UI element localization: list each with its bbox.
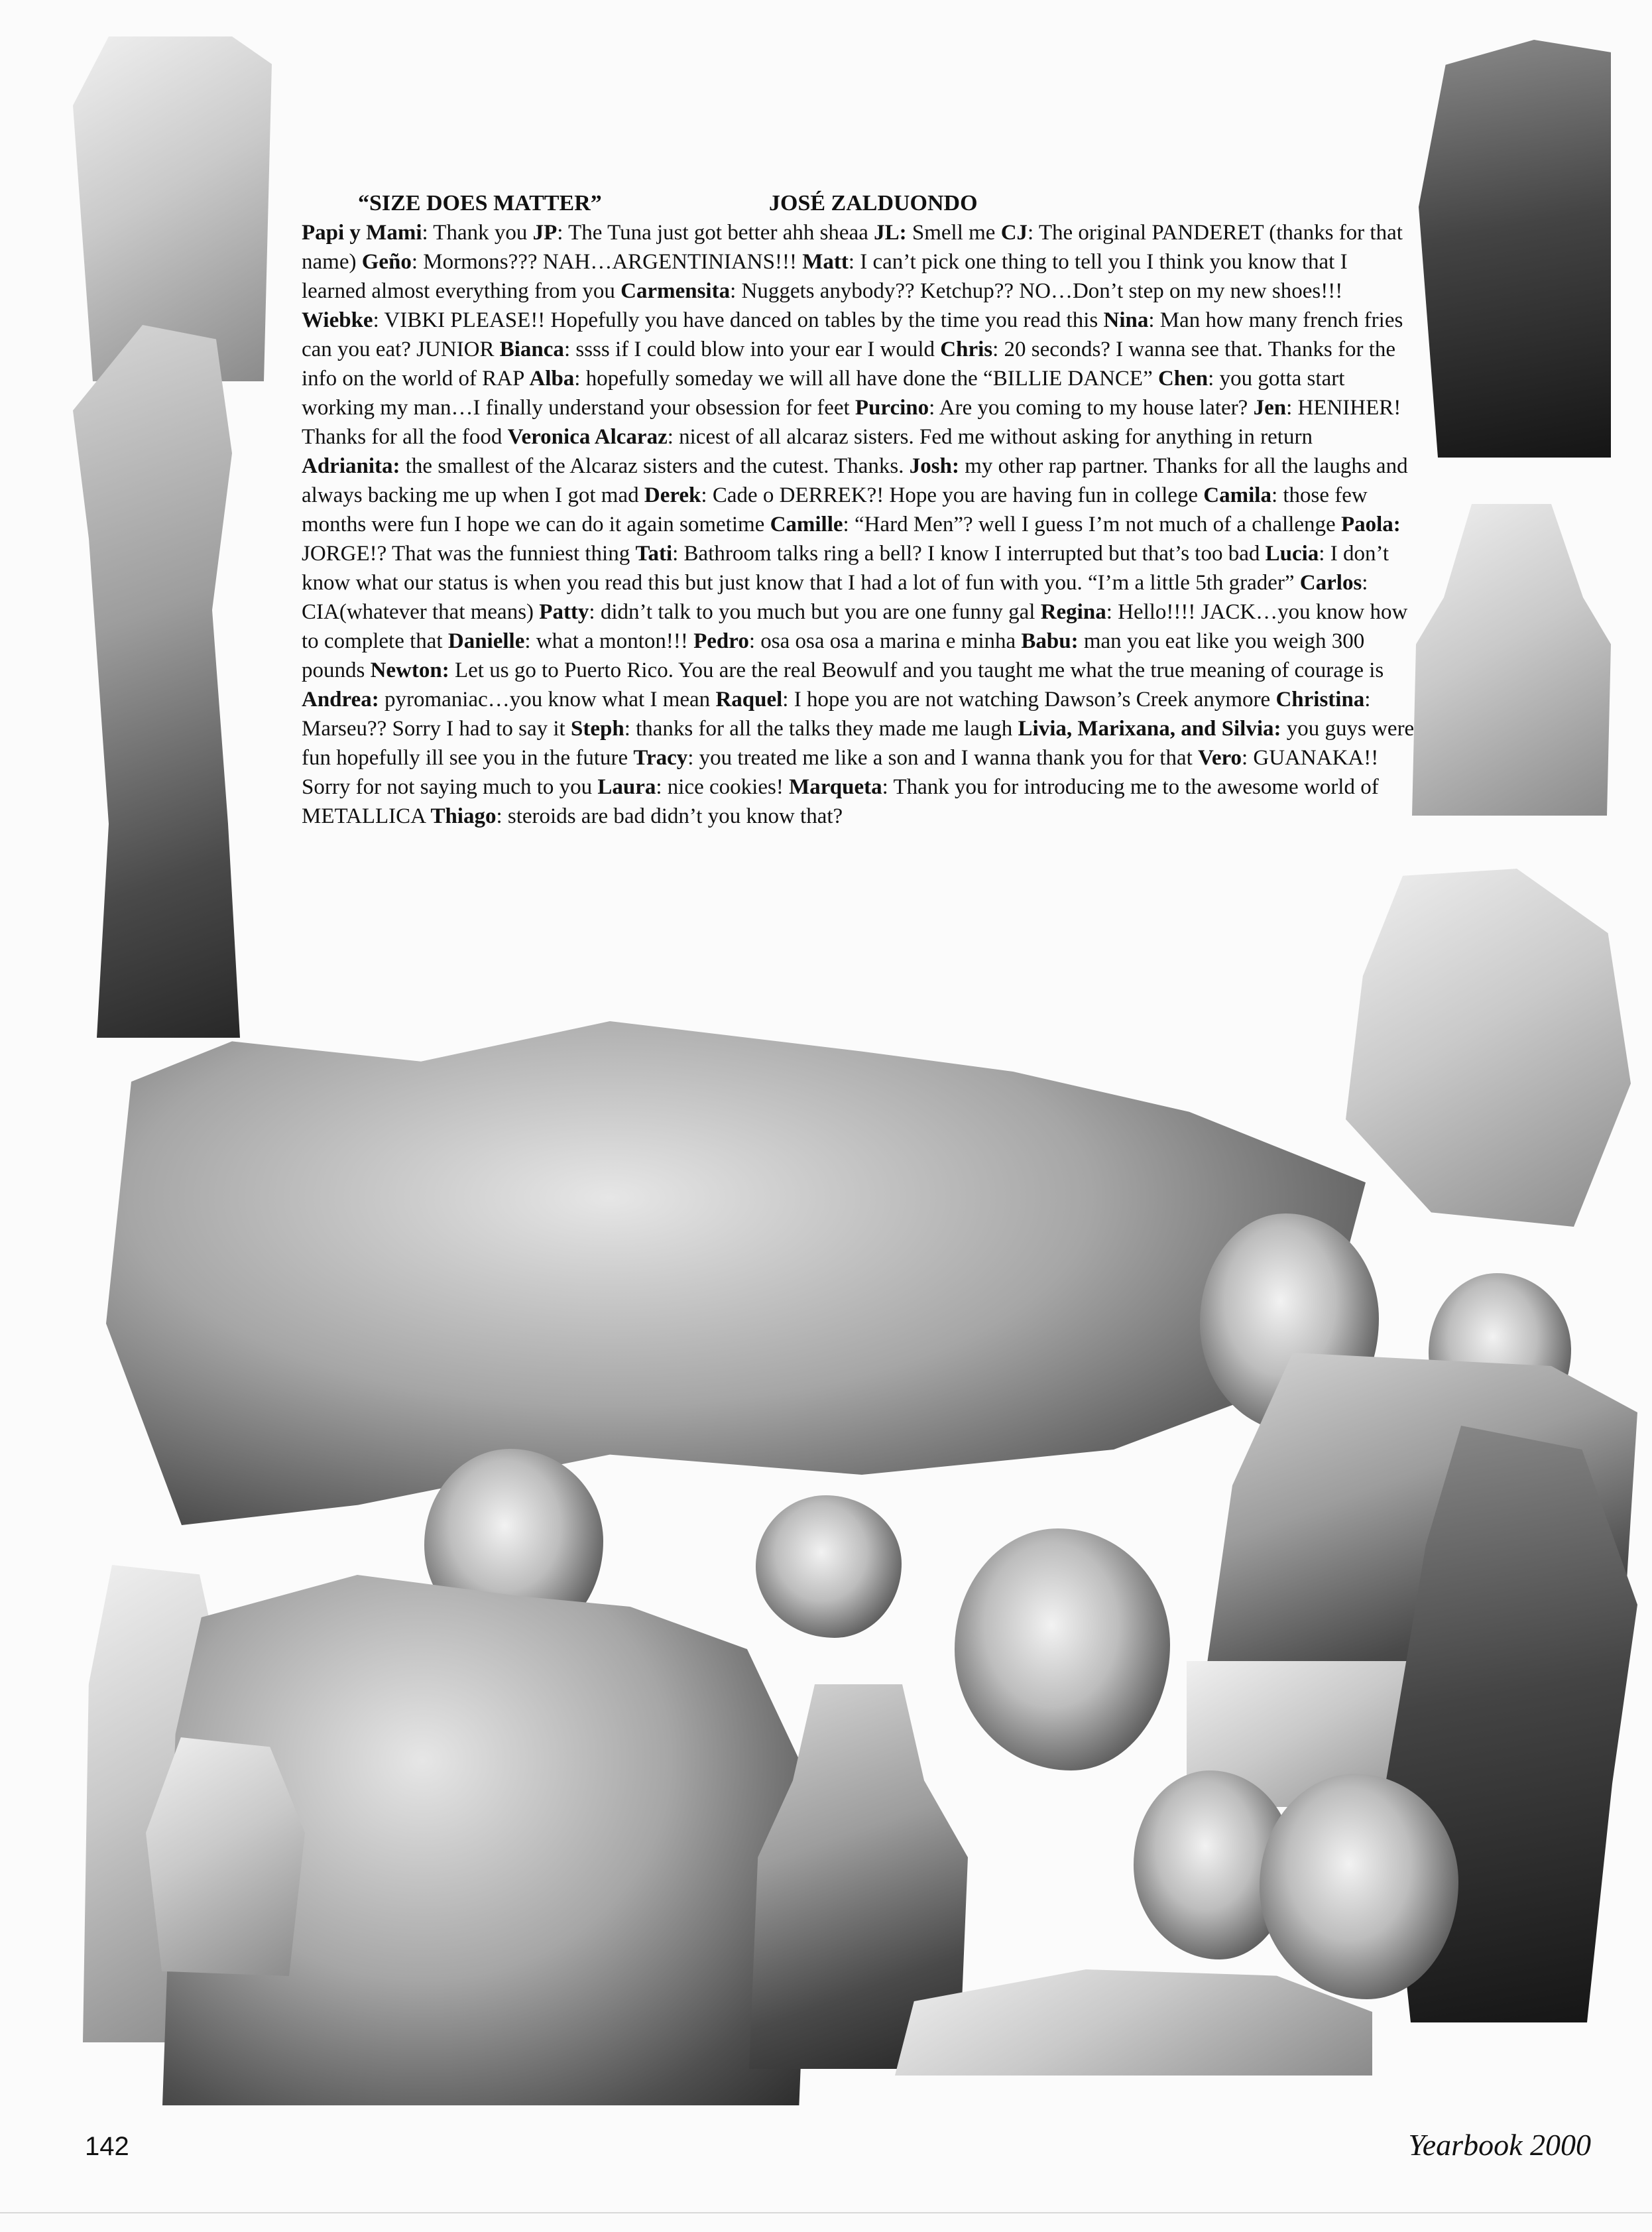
shoutout-name: Andrea: [302,688,379,712]
shoutout-name: Wiebke [302,308,373,332]
shoutout-name: Papi y Mami [302,221,422,245]
shoutout-message: : nice cookies! [656,775,790,799]
shoutout-message: : I can’t pick one thing to tell you I think you know that I learned almost everything from you [302,250,1348,303]
shoutout-name: Danielle [447,629,525,653]
shoutout-name: Carmensita [620,279,731,303]
shoutout-name: Paola: [1340,513,1401,536]
shoutout-name: Camille [770,513,843,536]
photo-boy-grinning-face [1260,1774,1458,1999]
shoutout-message: : Hello!!!! JACK…you know how to complete that [302,600,1408,653]
shoutout-message: : Man how many french fries can you eat? JUNIOR [302,308,1403,361]
shoutout-message: : steroids are bad didn’t you know that? [496,804,843,828]
photo-two-girls-formal-top-left [73,36,272,381]
shoutout-message: : what a monton!!! [524,629,694,653]
shoutout-name: Thiago [430,804,497,828]
shoutout-message: Let us go to Puerto Rico. You are the real Beowulf and you taught me what the true meaning of courage is [449,658,1384,682]
shoutout-message: : you gotta start working my man…I finally understand your obsession for feet [302,367,1345,420]
shoutout-message: : GUANAKA!! Sorry for not saying much to you [302,746,1379,799]
shoutout-message: : VIBKI PLEASE!! Hopefully you have danced on tables by the time you read this [373,308,1104,332]
shoutout-message: : I hope you are not watching Dawson’s Creek anymore [782,688,1276,712]
shoutout-message: : The Tuna just got better ahh sheaa [557,221,874,245]
shoutout-message: JORGE!? That was the funniest thing [302,542,636,566]
shoutout-name: Bianca [499,338,564,361]
dedication-heading [302,189,1415,218]
shoutout-name: Laura [597,775,656,799]
shoutout-name: Veronica Alcaraz [507,425,668,449]
shoutout-name: Tati [635,542,673,566]
shoutout-message: : didn’t talk to you much but you are one funny gal [589,600,1041,624]
dedication-text [302,189,1415,831]
shoutout-name: Derek [644,483,701,507]
page-number: 142 [85,2132,129,2161]
shoutout-name: Jen [1253,396,1287,420]
shoutout-message: : 20 seconds? I wanna see that. Thanks for the info on the world of RAP [302,338,1396,391]
photo-boy-back-of-head [756,1495,902,1638]
shoutout-message: : CIA(whatever that means) [302,571,1368,624]
shoutout-message: the smallest of the Alcaraz sisters and the cutest. Thanks. [400,454,910,478]
shoutout-name: Carlos [1299,571,1362,595]
shoutout-message: : Are you coming to my house later? [929,396,1254,420]
shoutout-name: Camila [1203,483,1271,507]
shoutout-message: : thanks for all the talks they made me laugh [624,717,1018,741]
yearbook-title: Yearbook 2000 [1408,2128,1591,2162]
bottom-divider [0,2212,1652,2213]
shoutout-message: : “Hard Men”? well I guess I’m not much of a challenge [843,513,1341,536]
shoutout-name: Patty [539,600,589,624]
photo-boy-serious-face [955,1528,1170,1770]
shoutout-name: Christina [1275,688,1365,712]
shoutout-message: : hopefully someday we will all have done the “BILLIE DANCE” [574,367,1158,391]
photo-large-group-friends [106,1021,1366,1525]
shoutout-name: Matt [802,250,849,274]
shoutout-message: : Marseu?? Sorry I had to say it [302,688,1371,741]
photo-two-girls-top-right [1419,40,1611,458]
shoutout-name: Nina [1103,308,1149,332]
shoutout-name: Raquel [715,688,783,712]
shoutout-message: : The original PANDERET (thanks for that name) [302,221,1403,274]
shoutout-name: Newton: [370,658,449,682]
shoutout-name: Livia, Marixana, and Silvia: [1018,717,1281,741]
shoutout-message: : osa osa osa a marina e minha [748,629,1022,653]
shoutout-name: JL: [874,221,907,245]
shoutout-message: : HENIHER! Thanks for all the food [302,396,1401,449]
shoutout-name: Babu: [1021,629,1079,653]
shoutout-message: you guys were fun hopefully ill see you in the future [302,717,1415,770]
shoutout-name: Chen [1157,367,1209,391]
shoutout-name: Alba [529,367,575,391]
shoutout-message: : Cade o DERREK?! Hope you are having fun in college [701,483,1204,507]
shoutout-message: : Thank you for introducing me to the awesome world of METALLICA [302,775,1379,828]
shoutout-message: : Bathroom talks ring a bell? I know I interrupted but that’s too bad [672,542,1266,566]
shoutout-message: : I don’t know what our status is when you read this but just know that I had a lot of fun with you. “I’m a little 5th grader” [302,542,1389,595]
shoutout-message: : Nuggets anybody?? Ketchup?? NO…Don’t step on my new shoes!!! [730,279,1343,303]
shoutout-message: pyromaniac…you know what I mean [379,688,716,712]
shoutout-message: my other rap partner. Thanks for all the laughs and always backing me up when I got mad [302,454,1408,507]
shoutout-message: man you eat like you weigh 300 pounds [302,629,1365,682]
shoutout-message: : nicest of all alcaraz sisters. Fed me without asking for anything in return [667,425,1313,449]
shoutout-message: : Mormons??? NAH…ARGENTINIANS!!! [411,250,803,274]
shoutout-message: : those few months were fun I hope we can do it again sometime [302,483,1368,536]
shoutout-name: Regina [1040,600,1106,624]
shoutout-name: Geño [361,250,412,274]
shoutouts-paragraph [302,218,1415,831]
shoutout-name: Adrianita: [302,454,400,478]
shoutout-name: Pedro [693,629,749,653]
shoutout-name: Vero [1198,746,1242,770]
photo-girl-jeans-left [73,325,272,1038]
shoutout-name: Lucia [1265,542,1319,566]
shoutout-name: Marqueta [789,775,882,799]
shoutout-message: : Thank you [422,221,533,245]
photo-boys-group-bottom [895,1969,1372,2076]
shoutout-message: Smell me [906,221,1001,245]
shoutout-name: Purcino [855,396,929,420]
dedication-title: “SIZE DOES MATTER” [358,191,602,216]
shoutout-name: Tracy [633,746,688,770]
shoutout-message: : ssss if I could blow into your ear I would [563,338,941,361]
photo-boy-white-shirt-right [1412,504,1611,816]
shoutout-name: CJ [1000,221,1028,245]
shoutout-name: Steph [570,717,624,741]
shoutout-message: : you treated me like a son and I wanna thank you for that [687,746,1199,770]
author-name: JOSÉ ZALDUONDO [769,191,978,216]
photo-toddler-right [1346,869,1631,1227]
shoutout-name: Chris [940,338,993,361]
shoutout-name: JP [532,221,558,245]
shoutout-name: Josh: [909,454,959,478]
